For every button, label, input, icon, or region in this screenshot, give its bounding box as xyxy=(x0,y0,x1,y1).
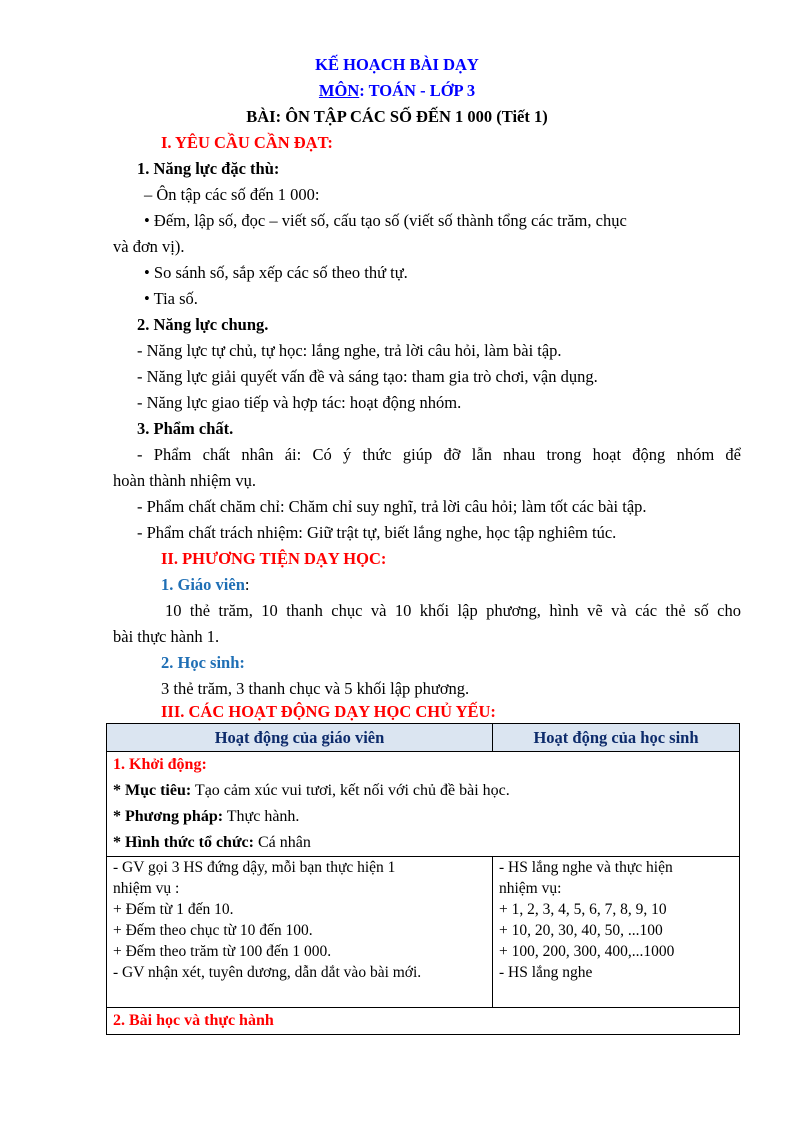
subheading-pham-chat: 3. Phẩm chất. xyxy=(137,419,234,438)
teacher-line: - GV gọi 3 HS đứng dậy, mỗi bạn thực hiện 1 xyxy=(113,859,396,876)
student-materials-heading: 2. Học sinh: xyxy=(161,653,245,672)
goal-text: Tạo cảm xúc vui tươi, kết nối với chủ đề bài học. xyxy=(191,782,510,799)
teacher-line: nhiệm vụ : xyxy=(113,880,180,897)
pham-chat-item-3: - Phẩm chất trách nhiệm: Giữ trật tự, biết lắng nghe, học tập nghiêm túc. xyxy=(137,523,617,542)
subject-value: : TOÁN - LỚP 3 xyxy=(359,81,476,100)
student-activity-cell xyxy=(493,857,740,1008)
dash-item: – Ôn tập các số đến 1 000: xyxy=(144,185,320,204)
nang-luc-item-2: - Năng lực giải quyết vấn đề và sáng tạo: tham gia trò chơi, vận dụng. xyxy=(137,367,598,386)
teacher-label: 1. Giáo viên xyxy=(161,575,245,594)
activities-table xyxy=(106,723,740,1035)
goal-label: * Mục tiêu: xyxy=(113,782,192,799)
teacher-line: - GV nhận xét, tuyên dương, dẫn dắt vào bài mới. xyxy=(113,964,422,981)
student-line: + 1, 2, 3, 4, 5, 6, 7, 8, 9, 10 xyxy=(499,901,667,918)
teacher-materials-text-cont: bài thực hành 1. xyxy=(113,627,220,646)
lesson-section-cell xyxy=(107,1008,740,1035)
teacher-line: + Đếm theo trăm từ 100 đến 1 000. xyxy=(113,943,332,960)
lesson-title: BÀI: ÔN TẬP CÁC SỐ ĐẾN 1 000 (Tiết 1) xyxy=(246,107,548,126)
student-line: nhiệm vụ: xyxy=(499,880,562,897)
bullet-item-1: • Đếm, lập số, đọc – viết số, cấu tạo số (viết số thành tổng các trăm, chục xyxy=(144,211,627,230)
subject-label: MÔN xyxy=(318,81,360,100)
table-header-row xyxy=(107,724,740,752)
method-label: * Phương pháp: xyxy=(113,808,224,825)
warmup-form xyxy=(113,830,733,856)
warmup-goal xyxy=(113,778,733,804)
teacher-line: + Đếm từ 1 đến 10. xyxy=(113,901,234,918)
method-text: Thực hành. xyxy=(223,808,300,825)
nang-luc-item-3: - Năng lực giao tiếp và hợp tác: hoạt động nhóm. xyxy=(137,393,462,412)
lesson-section-title: 2. Bài học và thực hành xyxy=(113,1012,274,1029)
warmup-info-cell xyxy=(107,752,740,857)
subject-line xyxy=(0,78,794,104)
teacher-colon: : xyxy=(244,575,250,594)
warmup-method xyxy=(113,804,733,830)
subheading-nang-luc-chung: 2. Năng lực chung. xyxy=(137,315,269,334)
form-text: Cá nhân xyxy=(253,834,311,851)
pham-chat-item-2: - Phẩm chất chăm chỉ: Chăm chỉ suy nghĩ, trả lời câu hỏi; làm tốt các bài tập. xyxy=(137,497,647,516)
lesson-section-row xyxy=(107,1008,740,1035)
bullet-item-3: • Tia số. xyxy=(144,289,198,308)
teacher-materials-heading xyxy=(161,572,249,598)
bullet-item-2: • So sánh số, sắp xếp các số theo thứ tự. xyxy=(144,263,408,282)
teacher-materials-text: 10 thẻ trăm, 10 thanh chục và 10 khối lập phương, hình vẽ và các thẻ số cho xyxy=(165,601,741,620)
student-materials-text: 3 thẻ trăm, 3 thanh chục và 5 khối lập phương. xyxy=(161,679,470,698)
section-2-heading: II. PHƯƠNG TIỆN DẠY HỌC: xyxy=(161,549,387,568)
warmup-info-row xyxy=(107,752,740,857)
section-3-heading: III. CÁC HOẠT ĐỘNG DẠY HỌC CHỦ YẾU: xyxy=(161,702,496,721)
document-title: KẾ HOẠCH BÀI DẠY xyxy=(315,55,479,74)
nang-luc-item-1: - Năng lực tự chủ, tự học: lắng nghe, trả lời câu hỏi, làm bài tập. xyxy=(137,341,562,360)
teacher-activity-cell xyxy=(107,857,493,1008)
subheading-nang-luc-dac-thu: 1. Năng lực đặc thù: xyxy=(137,159,280,178)
teacher-column-header: Hoạt động của giáo viên xyxy=(107,724,493,752)
student-line: - HS lắng nghe và thực hiện xyxy=(499,859,673,876)
pham-chat-item-1-cont: hoàn thành nhiệm vụ. xyxy=(113,471,256,490)
student-column-header: Hoạt động của học sinh xyxy=(493,724,740,752)
warmup-activity-row xyxy=(107,857,740,1008)
student-line: - HS lắng nghe xyxy=(499,964,593,981)
pham-chat-item-1: - Phẩm chất nhân ái: Có ý thức giúp đỡ lẫn nhau trong hoạt động nhóm để xyxy=(137,445,741,464)
bullet-item-1-cont: và đơn vị). xyxy=(113,237,185,256)
section-1-heading: I. YÊU CẦU CẦN ĐẠT: xyxy=(161,133,333,152)
warmup-title: 1. Khởi động: xyxy=(113,756,207,773)
student-line: + 100, 200, 300, 400,...1000 xyxy=(499,943,675,960)
form-label: * Hình thức tổ chức: xyxy=(113,834,254,851)
student-line: + 10, 20, 30, 40, 50, ...100 xyxy=(499,922,663,939)
teacher-line: + Đếm theo chục từ 10 đến 100. xyxy=(113,922,313,939)
